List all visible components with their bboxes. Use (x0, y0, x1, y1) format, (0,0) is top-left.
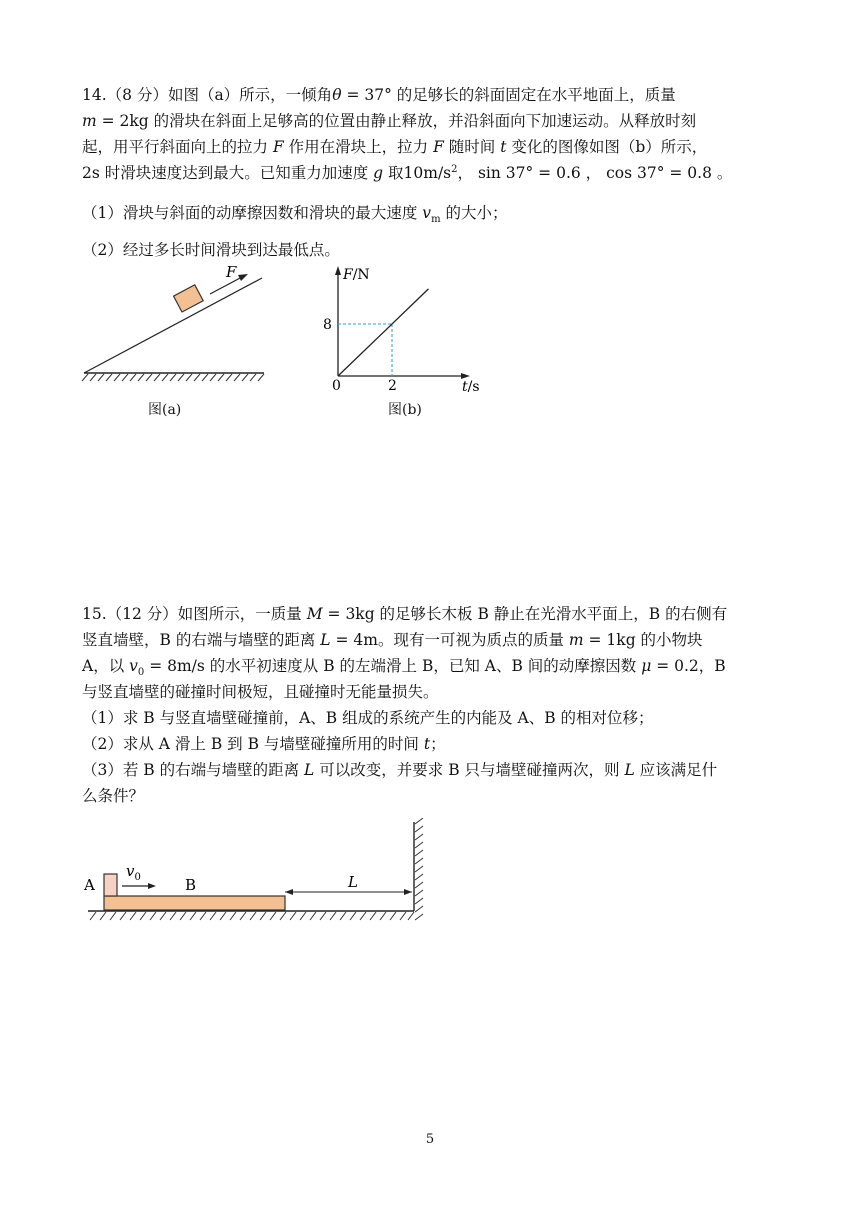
q15-subquestion-3: （3）若 B 的右端与墙壁的距离 L 可以改变，并要求 B 只与墙壁碰撞两次，则 L 应该满足什 (82, 761, 718, 779)
q15-subquestion-2: （2）求从 A 滑上 B 到 B 与墙壁碰撞所用的时间 t； (82, 735, 446, 753)
q14-line-3: 起，用平行斜面向上的拉力 F 作用在滑块上，拉力 F 随时间 t 变化的图像如图（b）所示， (82, 138, 708, 156)
figure-a-incline (78, 262, 278, 386)
y-tick-label: 8 (323, 317, 332, 333)
x-tick-label: 2 (388, 378, 397, 394)
q15-subquestion-1: （1）求 B 与竖直墙壁碰撞前，A、B 组成的系统产生的内能及 A、B 的相对位移； (82, 709, 654, 727)
label-a: A (84, 876, 95, 894)
q14-line-1: 14.（8 分）如图（a）所示，一倾角θ = 37° 的足够长的斜面固定在水平地面上，质量 (82, 86, 676, 104)
q15-subquestion-3-cont: 么条件？ (82, 787, 145, 805)
label-v0: $v_0$ (126, 862, 141, 883)
figure-b-force-time-graph (318, 262, 488, 394)
label-b: B (185, 876, 197, 894)
q14-subquestion-1: （1）滑块与斜面的动摩擦因数和滑块的最大速度 $v_m$ 的大小； (82, 204, 508, 226)
q14-line-2: m = 2kg 的滑块在斜面上足够高的位置由静止释放，并沿斜面向下加速运动。从释放时刻 (82, 112, 697, 130)
q15-line-4: 与竖直墙壁的碰撞时间极短，且碰撞时无能量损失。 (82, 683, 439, 701)
q15-line-1: 15.（12 分）如图所示，一质量 M = 3kg 的足够长木板 B 静止在光滑水平面上，B 的右侧有 (82, 605, 728, 623)
slider-block (174, 285, 204, 312)
block-a (104, 874, 117, 896)
series-line (338, 289, 428, 376)
figure-a-caption: 图(a) (148, 402, 182, 418)
plank-b (104, 896, 285, 910)
label-l: L (348, 873, 358, 891)
x-axis-label: t/s (462, 379, 480, 394)
q14-subquestion-2: （2）经过多长时间滑块到达最低点。 (82, 241, 340, 259)
q15-line-3: A，以 $v_0 = 8m/s$ 的水平初速度从 B 的左端滑上 B，已知 A、B 间的动摩擦因数 μ = 0.2，B (82, 657, 726, 679)
page-number: 5 (425, 1132, 435, 1147)
figure-b-caption: 图(b) (388, 402, 422, 418)
q15-line-2: 竖直墙壁，B 的右端与墙壁的距离 L = 4m。现有一可视为质点的质量 m = 1kg 的小物块 (82, 631, 703, 649)
force-label: F (226, 263, 237, 281)
q14-line-4: 2s 时滑块速度达到最大。已知重力加速度 g 取$10m/s^2$， sin 37° = 0.6 ， cos 37° = 0.8 。 (82, 163, 733, 182)
figure-q15-plank-wall (78, 818, 438, 930)
origin-label: 0 (332, 378, 341, 394)
y-axis-label: F/N (343, 267, 370, 283)
